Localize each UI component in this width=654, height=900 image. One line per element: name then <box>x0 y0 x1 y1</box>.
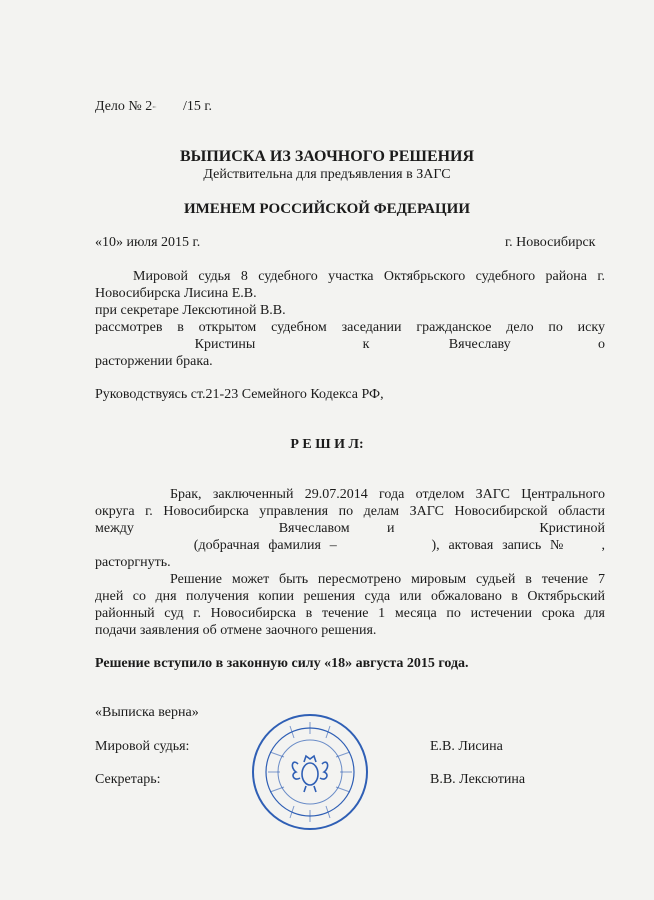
intro-line-6: расторжении брака. <box>95 354 213 369</box>
decision-date: «10» июля 2015 г. <box>95 235 201 250</box>
body-p2-line-3: районный суд г. Новосибирска в течение 1 месяца по истечении срока для <box>95 606 605 621</box>
body-p1-line-1: Брак, заключенный 29.07.2014 года отделом ЗАГС Центрального <box>170 487 605 502</box>
eagle-emblem-icon <box>292 756 327 792</box>
body-p2-line-2: дней со дня получения копии решения суда или обжаловано в Октябрьский <box>95 589 605 604</box>
body-p2-line-1: Решение может быть пересмотрено мировым судьей в течение 7 <box>170 572 605 587</box>
decision-city: г. Новосибирск <box>505 235 596 250</box>
body-p1-line-5: расторгнуть. <box>95 555 171 570</box>
judge-name: Е.В. Лисина <box>430 739 503 754</box>
intro-line-5: Кристины к Вячеславу о <box>95 336 605 353</box>
guided-by: Руководствуясь ст.21-23 Семейного Кодекса РФ, <box>95 387 384 402</box>
intro-line-3: при секретаре Лексютиной В.В. <box>95 303 286 318</box>
extract-correct: «Выписка верна» <box>95 705 199 720</box>
body-p1-line-4: (добрачная фамилия – ), актовая запись № , <box>95 537 605 554</box>
intro-line-4: рассмотрев в открытом судебном заседании гражданское дело по иску <box>95 320 605 335</box>
intro-line-1: Мировой судья 8 судебного участка Октябрьского судебного района г. <box>133 269 605 284</box>
judge-label: Мировой судья: <box>95 739 190 754</box>
name-of-federation: ИМЕНЕМ РОССИЙСКОЙ ФЕДЕРАЦИИ <box>183 201 471 217</box>
secretary-label: Секретарь: <box>95 772 161 787</box>
effective-date: Решение вступило в законную силу «18» августа 2015 года. <box>95 656 469 671</box>
intro-line-2: Новосибирска Лисина Е.В. <box>95 286 257 301</box>
document-title: ВЫПИСКА ИЗ ЗАОЧНОГО РЕШЕНИЯ <box>179 148 475 165</box>
body-p1-line-2: округа г. Новосибирска управления по делам ЗАГС Новосибирской области <box>95 504 605 519</box>
case-number: Дело № 2- /15 г. <box>95 99 213 114</box>
decided-heading: Р Е Ш И Л: <box>290 437 364 452</box>
secretary-name: В.В. Лексютина <box>430 772 526 787</box>
body-p1-line-3: между Вячеславом и Кристиной <box>95 521 606 536</box>
body-p2-line-4: подачи заявления об отмене заочного решения. <box>95 623 377 638</box>
court-seal <box>250 712 370 832</box>
document-subtitle: Действительна для предъявления в ЗАГС <box>203 167 451 182</box>
